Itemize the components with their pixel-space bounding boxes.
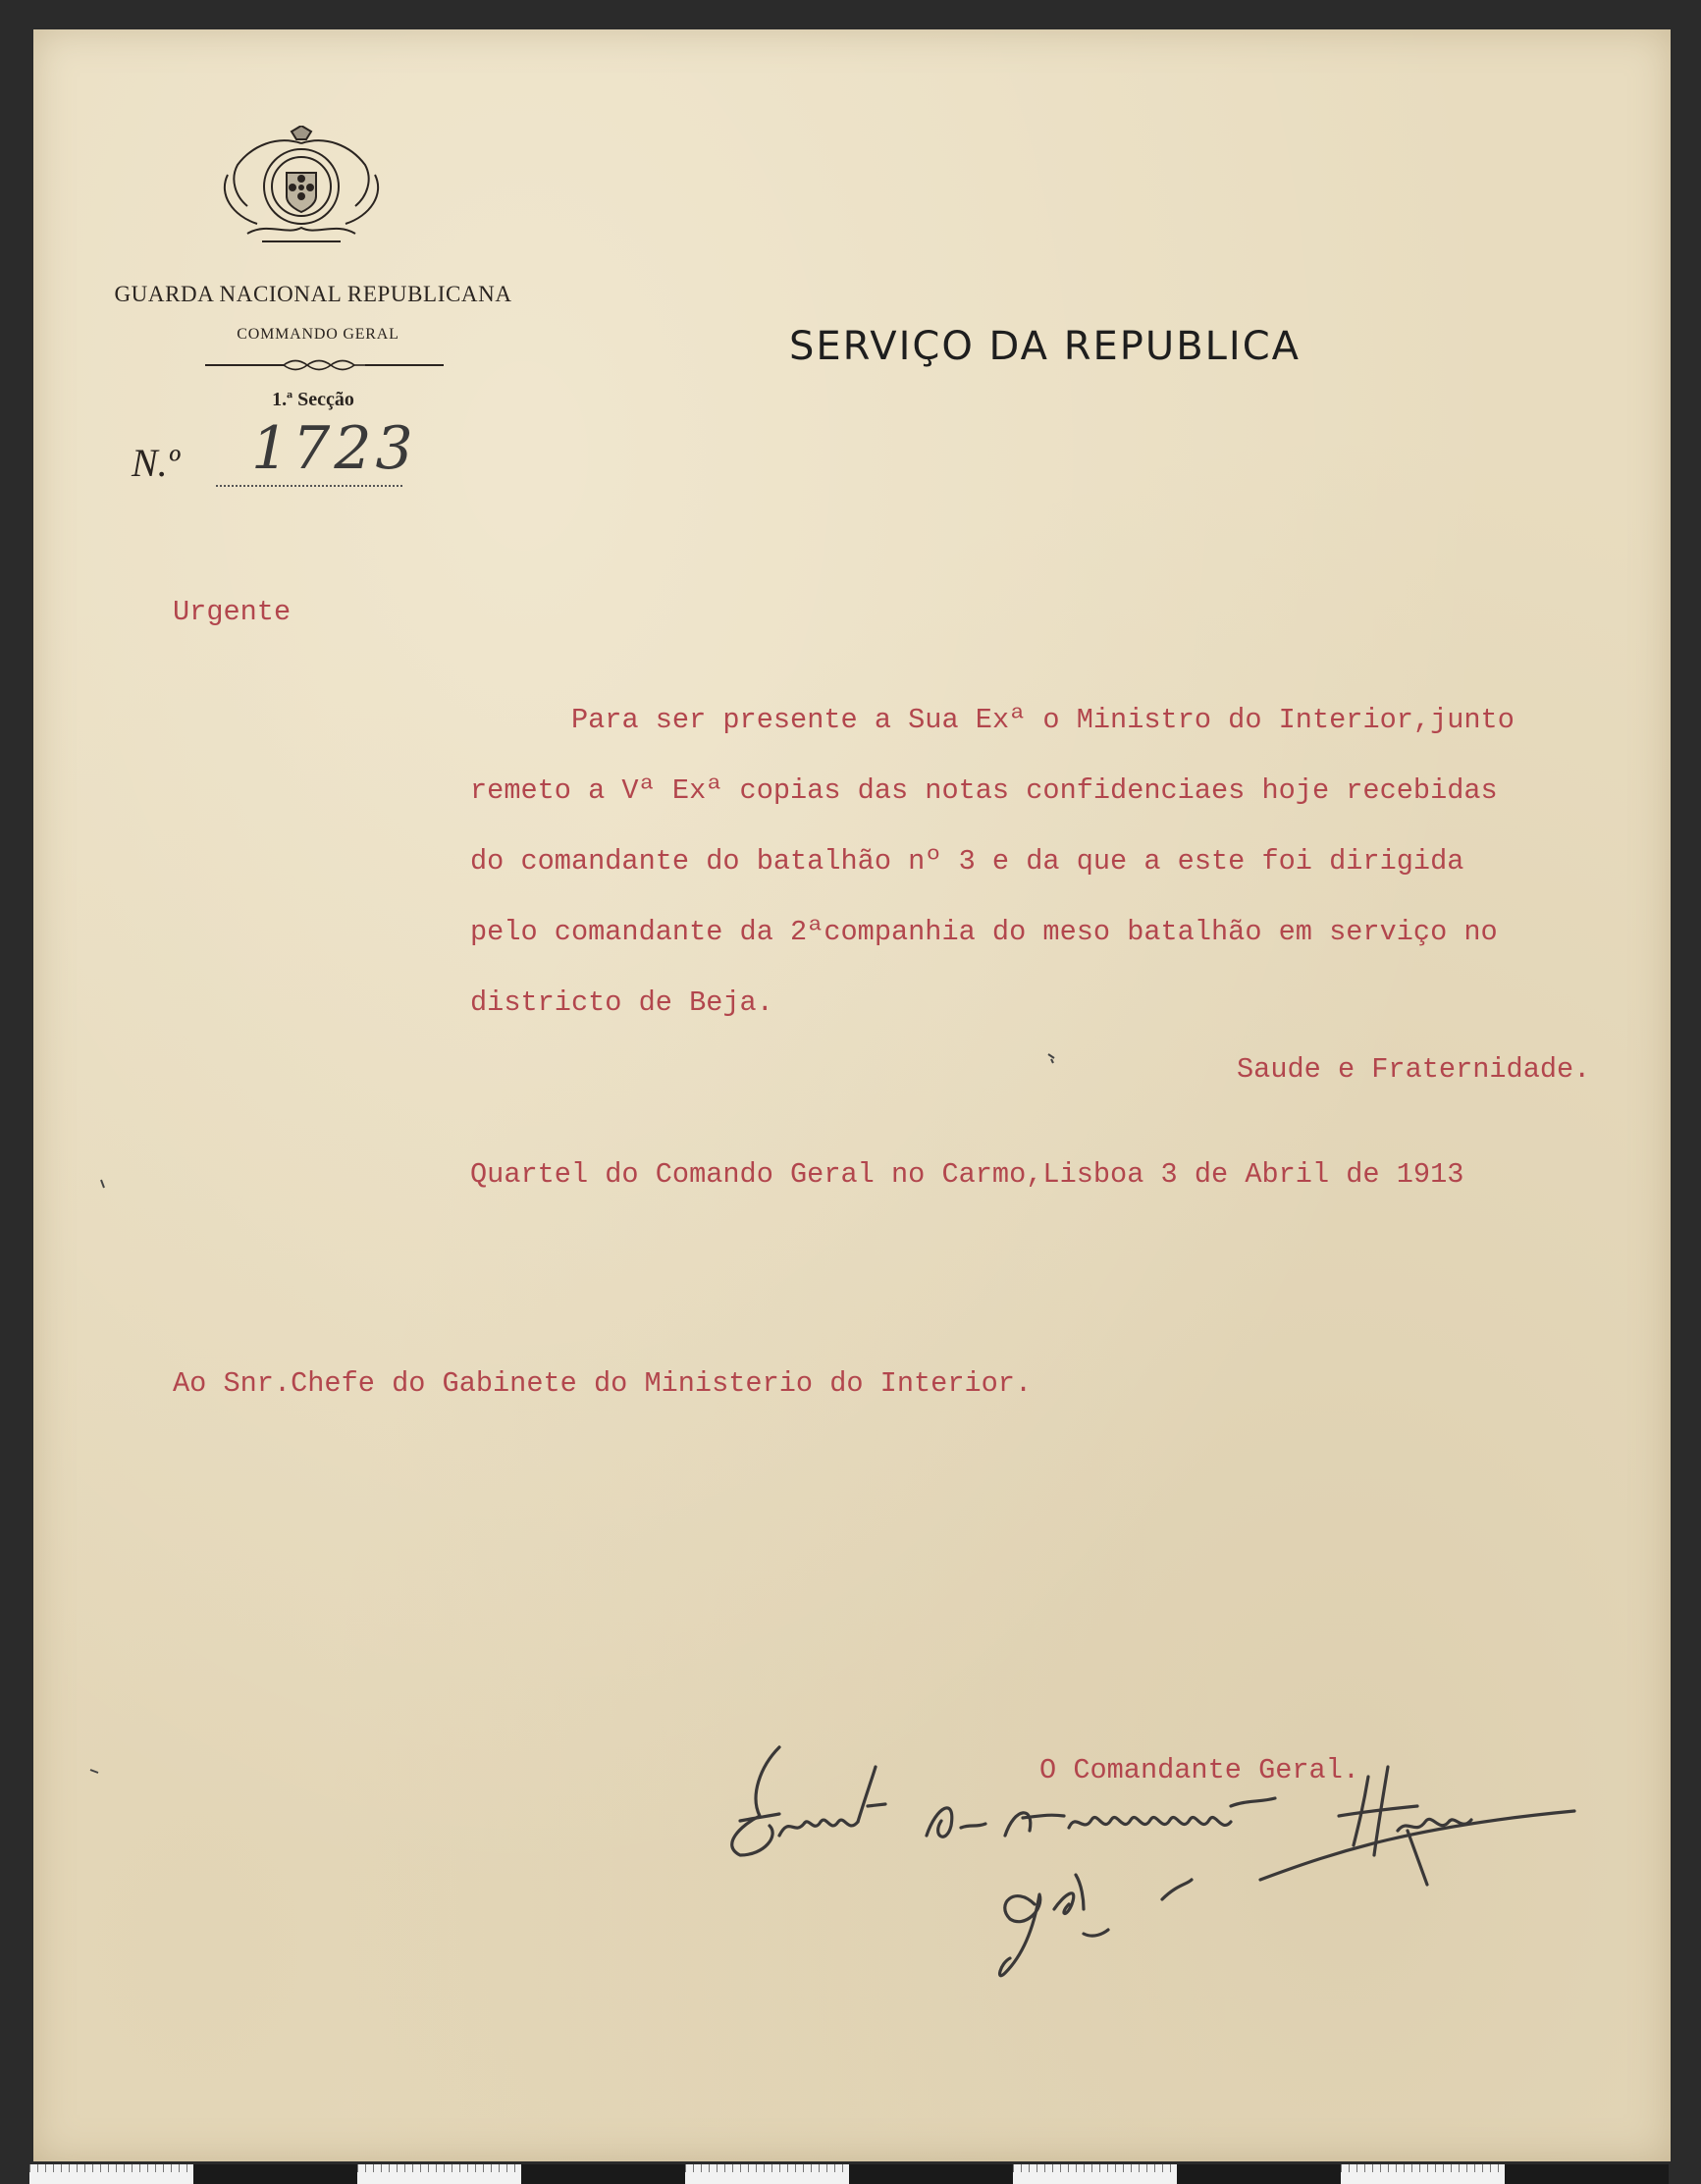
body-line: districto de Beja. <box>470 986 773 1019</box>
body-line: pelo comandante da 2ªcompanhia do meso batalhão em serviço no <box>470 916 1498 948</box>
paper-speck <box>1044 1050 1060 1066</box>
coat-of-arms-icon <box>208 126 395 251</box>
number-underline <box>216 485 402 487</box>
place-and-date: Quartel do Comando Geral no Carmo,Lisboa 3 de Abril de 1913 <box>470 1158 1464 1191</box>
body-line: Para ser presente a Sua Exª o Ministro do Interior,junto <box>570 704 1515 736</box>
signatory-title: O Comandante Geral. <box>1039 1754 1360 1786</box>
document-page <box>33 29 1671 2161</box>
body-line: remeto a Vª Exª copias das notas confidenciaes hoje recebidas <box>470 774 1498 807</box>
paper-speck <box>88 1767 102 1777</box>
service-heading: SERVIÇO DA REPUBLICA <box>789 324 1302 369</box>
command-name: COMMANDO GERAL <box>237 326 399 343</box>
closing-greeting: Saude e Fraternidade. <box>1237 1053 1591 1086</box>
handwritten-signature <box>711 1737 1594 1993</box>
organization-name: GUARDA NACIONAL REPUBLICANA <box>114 282 512 306</box>
addressee: Ao Snr.Chefe do Gabinete do Ministerio do Interior. <box>173 1367 1033 1400</box>
section-label: 1.ª Secção <box>272 389 354 410</box>
body-line: do comandante do batalhão nº 3 e da que a este foi dirigida <box>470 845 1464 878</box>
ornamental-divider <box>205 357 444 373</box>
scale-ruler <box>29 2164 1669 2184</box>
number-label: N.º <box>132 441 181 485</box>
paper-speck <box>98 1178 108 1192</box>
document-number: 1723 <box>251 414 417 483</box>
urgent-mark: Urgente <box>173 596 292 628</box>
